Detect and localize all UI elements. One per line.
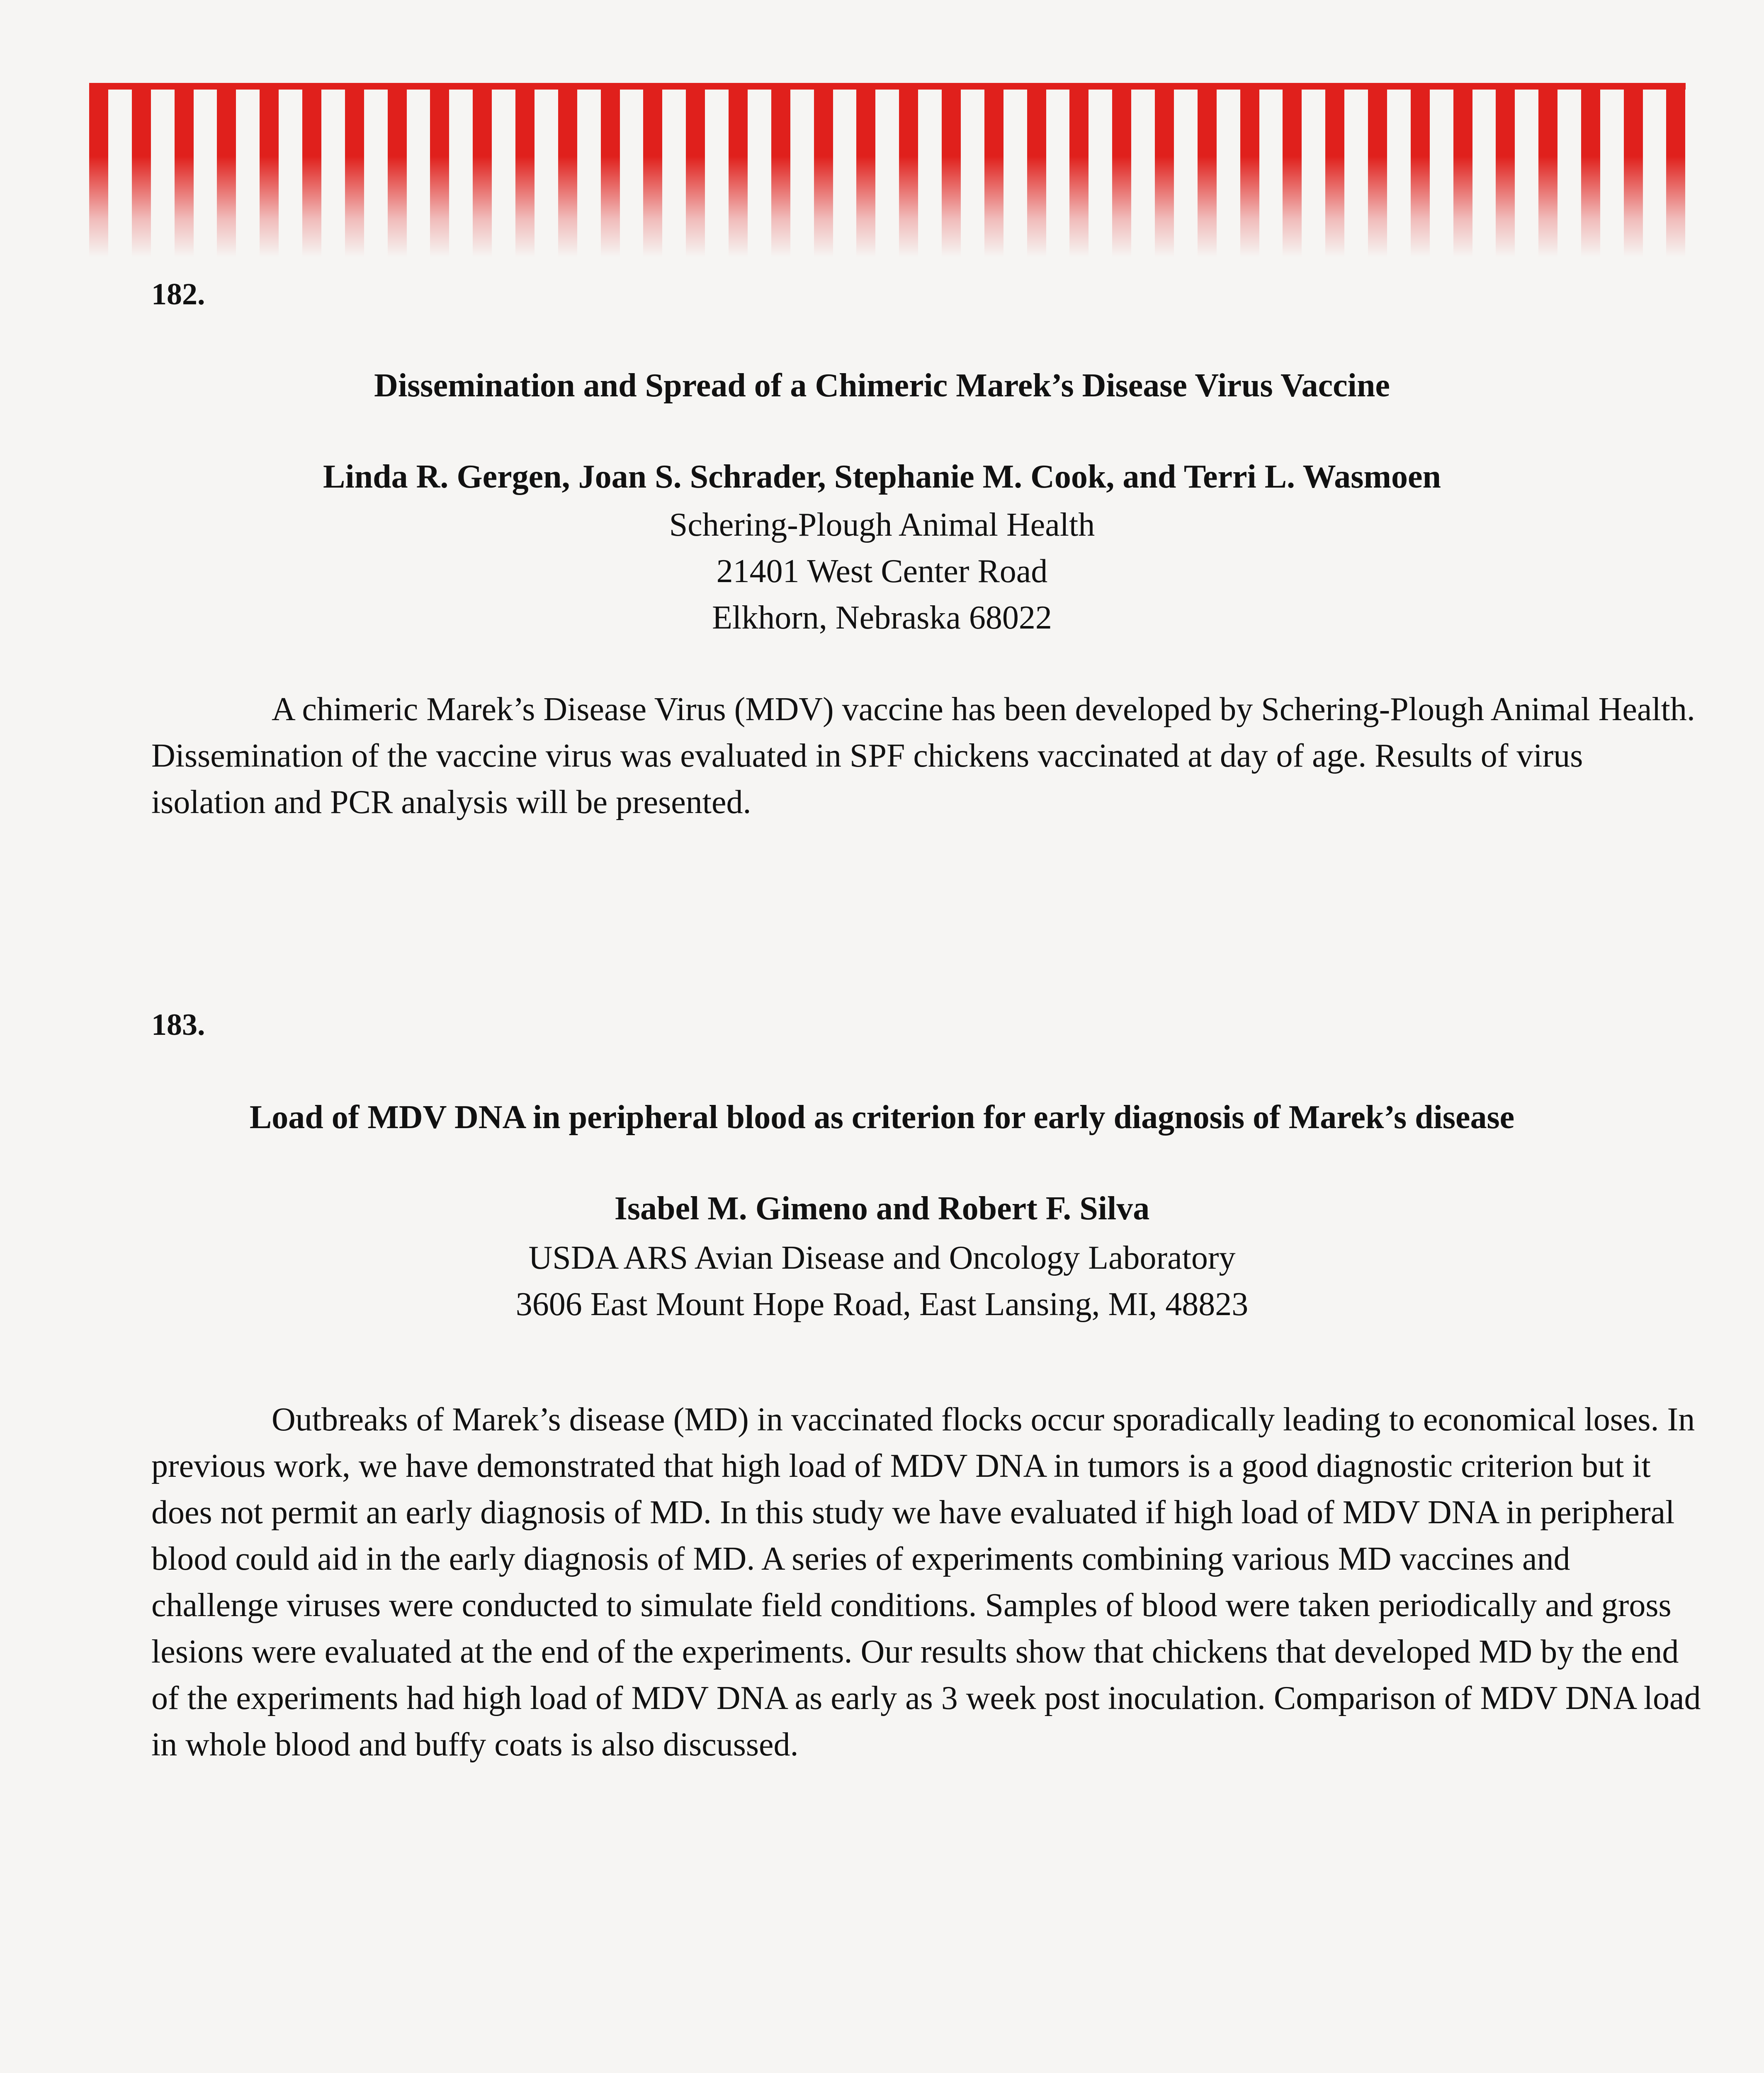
header-stripe xyxy=(388,83,407,257)
header-stripe xyxy=(217,83,236,257)
header-stripe xyxy=(1198,83,1217,257)
header-stripe xyxy=(558,83,577,257)
header-stripe xyxy=(643,83,662,257)
abstract-title: Dissemination and Spread of a Chimeric Marek’s Disease Virus Vaccine xyxy=(374,367,1390,404)
header-stripe xyxy=(814,83,833,257)
header-stripe xyxy=(1155,83,1174,257)
header-stripe xyxy=(1581,83,1600,257)
header-stripe xyxy=(260,83,279,257)
header-stripe xyxy=(1624,83,1643,257)
decorative-header-band xyxy=(89,83,1686,257)
header-stripe xyxy=(899,83,918,257)
header-stripe xyxy=(601,83,620,257)
header-stripe xyxy=(345,83,364,257)
header-stripe xyxy=(1368,83,1387,257)
affiliation-line: 21401 West Center Road xyxy=(716,553,1048,590)
abstract-affiliation xyxy=(0,502,1764,641)
header-stripe xyxy=(1112,83,1131,257)
header-stripe xyxy=(1325,83,1344,257)
abstract-affiliation xyxy=(0,1235,1764,1328)
header-stripe xyxy=(1496,83,1515,257)
header-stripe xyxy=(729,83,748,257)
header-stripe xyxy=(515,83,535,257)
header-stripe xyxy=(942,83,961,257)
header-stripe xyxy=(89,83,108,257)
abstract-body: Outbreaks of Marek’s disease (MD) in vaccinated flocks occur sporadically leading to economical loses. In previous work, we have demonstrated that high load of MDV DNA in tumors is a good diagnostic criterion but it does not permit an early diagnosis of MD. In this study we have evaluated if high load of MDV DNA in peripheral blood could aid in the early diagnosis of MD. A series of experiments combining various MD vaccines and challenge viruses were conducted to simulate field conditions. Samples of blood were taken periodically and gross lesions were evaluated at the end of the experiments. Our results show that chickens that developed MD by the end of the experiments had high load of MDV DNA as early as 3 week post inoculation. Comparison of MDV DNA load in whole blood and buffy coats is also discussed. xyxy=(151,1401,1701,1763)
header-stripe xyxy=(473,83,492,257)
header-stripe xyxy=(1027,83,1046,257)
header-stripe xyxy=(175,83,194,257)
header-stripe xyxy=(1411,83,1430,257)
header-stripe xyxy=(1538,83,1557,257)
header-stripe xyxy=(686,83,705,257)
abstract-authors: Isabel M. Gimeno and Robert F. Silva xyxy=(614,1190,1150,1227)
affiliation-line: 3606 East Mount Hope Road, East Lansing, MI, 48823 xyxy=(515,1286,1249,1323)
header-stripe xyxy=(1453,83,1472,257)
abstract-body: A chimeric Marek’s Disease Virus (MDV) vaccine has been developed by Schering-Plough Animal Health. Dissemination of the vaccine virus was evaluated in SPF chickens vaccinated at day of age. Results of virus isolation and PCR analysis will be presented. xyxy=(151,691,1695,820)
affiliation-line: Schering-Plough Animal Health xyxy=(669,507,1095,543)
header-stripe xyxy=(1666,83,1685,257)
abstract-title: Load of MDV DNA in peripheral blood as criterion for early diagnosis of Marek’s disease xyxy=(249,1099,1515,1136)
affiliation-line: USDA ARS Avian Disease and Oncology Laboratory xyxy=(528,1240,1236,1276)
header-stripe xyxy=(771,83,790,257)
header-stripe xyxy=(1240,83,1259,257)
header-stripe xyxy=(856,83,875,257)
header-stripe xyxy=(1069,83,1089,257)
abstract-number: 182. xyxy=(151,277,205,311)
header-stripe xyxy=(1283,83,1302,257)
header-stripe xyxy=(984,83,1003,257)
abstract-number: 183. xyxy=(151,1008,205,1042)
header-stripe xyxy=(302,83,321,257)
abstract-authors: Linda R. Gergen, Joan S. Schrader, Stephanie M. Cook, and Terri L. Wasmoen xyxy=(323,459,1441,495)
header-stripe xyxy=(430,83,449,257)
header-stripe xyxy=(132,83,151,257)
affiliation-line: Elkhorn, Nebraska 68022 xyxy=(712,600,1052,636)
